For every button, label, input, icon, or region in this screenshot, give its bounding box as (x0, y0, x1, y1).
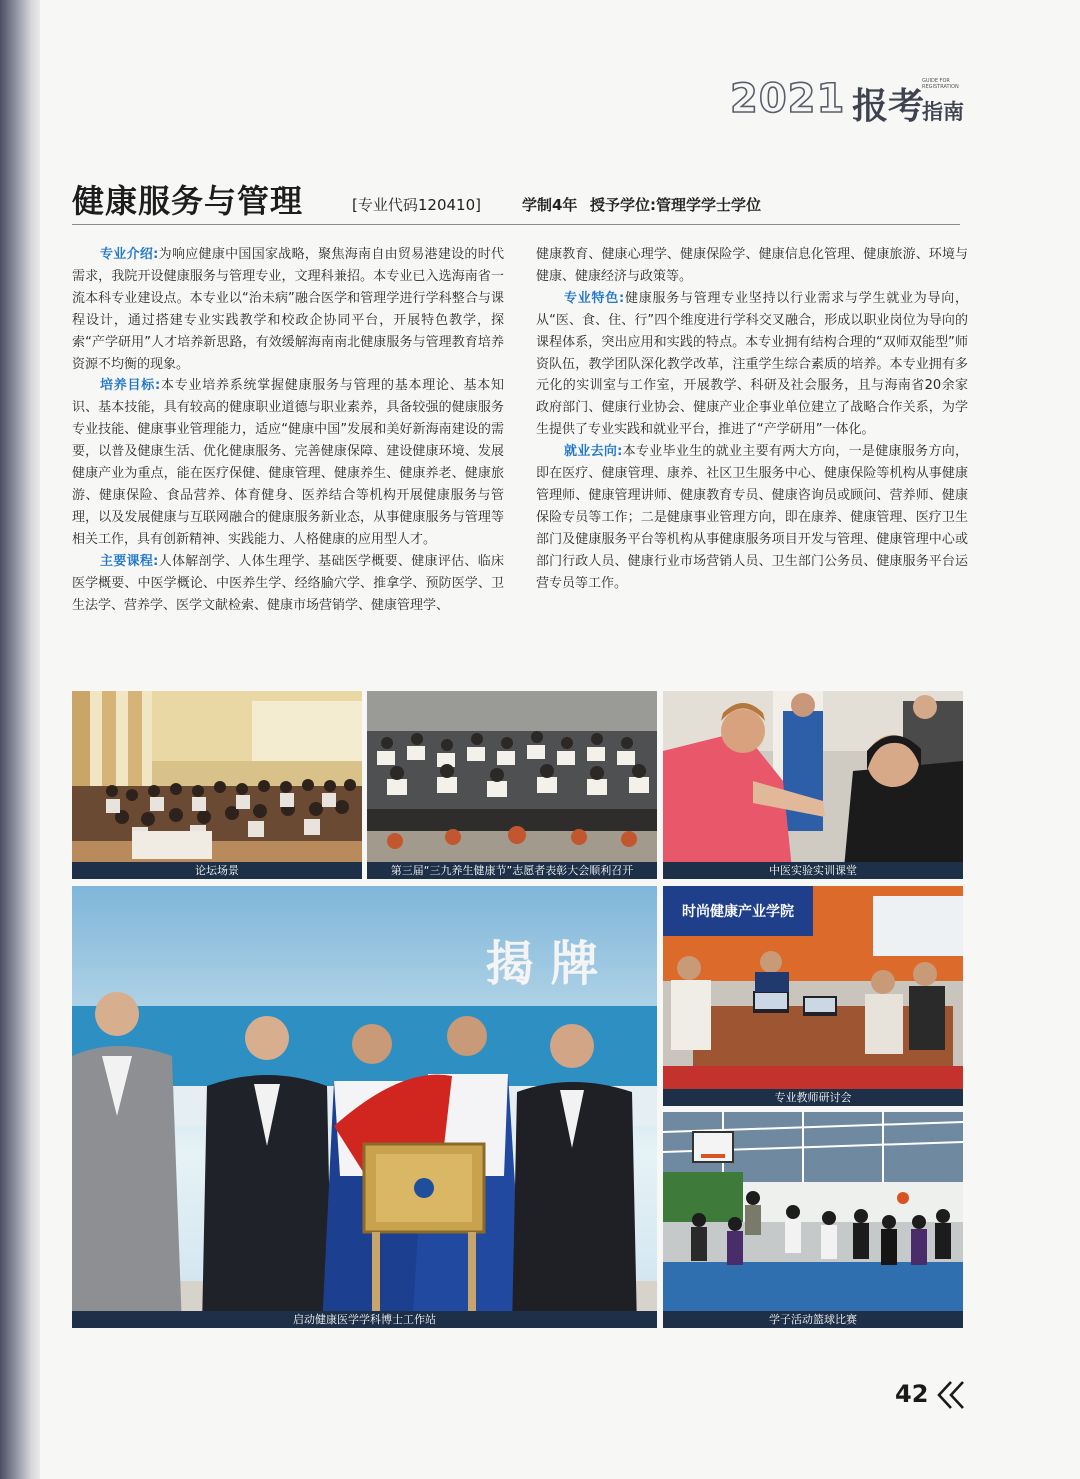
degree-awarded: 授予学位:管理学学士学位 (590, 196, 761, 214)
study-duration: 学制4年 (522, 196, 578, 214)
seminar-sign-text: 时尚健康产业学院 (682, 904, 794, 920)
career-label: 就业去向: (564, 444, 623, 460)
photo-seminar (663, 886, 963, 1106)
text-column-right (536, 244, 968, 595)
career-text: 本专业毕业生的就业主要有两大方向，一是健康服务方向，即在医疗、健康管理、康养、社区卫生服务中心、健康保险等机构从事健康管理师、健康管理讲师、健康教育专员、健康咨询员或顾问、营养师、健康保险专员等工作；二是健康事业管理方向，即在康养、健康管理、医疗卫生部门及健康服务平台等机构从事健康服务项目开发与管理、健康管理中心或部门行政人员、健康行业市场营销人员、卫生部门公务员、健康服务平台运营专员等工作。 (536, 444, 968, 591)
paragraph-courses-continued: 健康教育、健康心理学、健康保险学、健康信息化管理、健康旅游、环境与健康、健康经济与政策等。 (536, 247, 968, 284)
photo-basketball (663, 1112, 963, 1328)
running-head-guide: 指南 (922, 100, 964, 124)
forum-image (72, 691, 362, 879)
running-head-title: 报考 (852, 86, 925, 127)
paragraph-career (536, 441, 968, 594)
intro-label: 专业介绍: (100, 247, 159, 262)
major-code: [专业代码120410] (352, 196, 481, 214)
major-title-row (72, 176, 960, 225)
photo-tcm-class (663, 691, 963, 879)
caption-festival: 第三届“三九养生健康节”志愿者表彰大会顺利召开 (367, 862, 657, 879)
double-chevron-left-icon (935, 1378, 969, 1412)
paragraph-courses (72, 551, 504, 617)
photo-unveiling (72, 886, 657, 1328)
feature-text: 健康服务与管理专业坚持以行业需求与学生就业为导向，从“医、食、住、行”四个维度进行学科交叉融合，形成以职业岗位为导向的课程体系，突出应用和实践的特点。本专业拥有结构合理的“双师双能型”师资队伍，教学团队深化教学改革，注重学生综合素质的培养。本专业拥有多元化的实训室与工作室，开展教学、科研及社会服务，且与海南省20余家政府部门、健康行业协会、健康产业企事业单位建立了战略合作关系，为学生提供了专业实践和就业平台，推进了“产学研用”一体化。 (536, 290, 968, 438)
running-head (730, 76, 970, 126)
unveil-banner-text: 揭 牌 (485, 936, 599, 992)
page-number: 42 (895, 1380, 929, 1408)
courses-text: 人体解剖学、人体生理学、基础医学概要、健康评估、临床医学概要、中医学概论、中医养生学、经络腧穴学、推拿学、预防医学、卫生法学、营养学、医学文献检索、健康市场营销学、健康管理学、 (72, 553, 504, 613)
unveiling-image (72, 886, 657, 1328)
caption-unveiling: 启动健康医学学科博士工作站 (72, 1311, 657, 1328)
seminar-image (663, 886, 963, 1106)
running-head-year: 2021 (730, 76, 846, 122)
courses-label: 主要课程: (100, 553, 159, 569)
intro-text: 为响应健康中国国家战略，聚焦海南自由贸易港建设的时代需求，我院开设健康服务与管理专业，文理科兼招。本专业已入选海南省一流本科专业建设点。本专业以“治未病”融合医学和管理学进行学科整合与课程设计，通过搭建专业实践教学和校政企协同平台，开展特色教学，探索“产学研用”人才培养新思路，有效缓解海南南北健康服务与管理教育培养资源不均衡的现象。 (72, 247, 504, 372)
goal-label: 培养目标: (100, 378, 161, 394)
caption-seminar: 专业教师研讨会 (663, 1089, 963, 1106)
goal-text: 本专业培养系统掌握健康服务与管理的基本理论、基本知识、基本技能，具有较高的健康职业道德与职业素养，具备较强的健康服务专业技能、健康事业管理能力，适应“健康中国”发展和美好新海南建设的需要，以普及健康生活、优化健康服务、完善健康保障、建设健康环境、发展健康产业为重点，能在医疗保健、健康管理、健康养生、健康养老、健康旅游、健康保险、食品营养、体育健身、医养结合等机构开展健康服务与管理，以及发展健康与互联网融合的健康服务新业态，从事健康服务与管理等相关工作，具有创新精神、实践能力、人格健康的应用型人才。 (72, 378, 504, 547)
caption-basketball: 学子活动篮球比赛 (663, 1311, 963, 1328)
photo-festival (367, 691, 657, 879)
festival-image (367, 691, 657, 879)
text-column-left (72, 244, 504, 616)
basketball-image (663, 1112, 963, 1328)
paragraph-feature (536, 288, 968, 441)
photo-forum (72, 691, 362, 879)
book-binding (0, 0, 42, 1479)
paragraph-intro (72, 244, 504, 375)
caption-tcm-class: 中医实验实训课堂 (663, 862, 963, 879)
tcm-class-image (663, 691, 963, 879)
caption-forum: 论坛场景 (72, 862, 362, 879)
paragraph-goal (72, 375, 504, 550)
running-head-guide-en: GUIDE FOR REGISTRATION (922, 78, 959, 90)
major-title: 健康服务与管理 (72, 182, 304, 220)
feature-label: 专业特色: (564, 290, 625, 306)
